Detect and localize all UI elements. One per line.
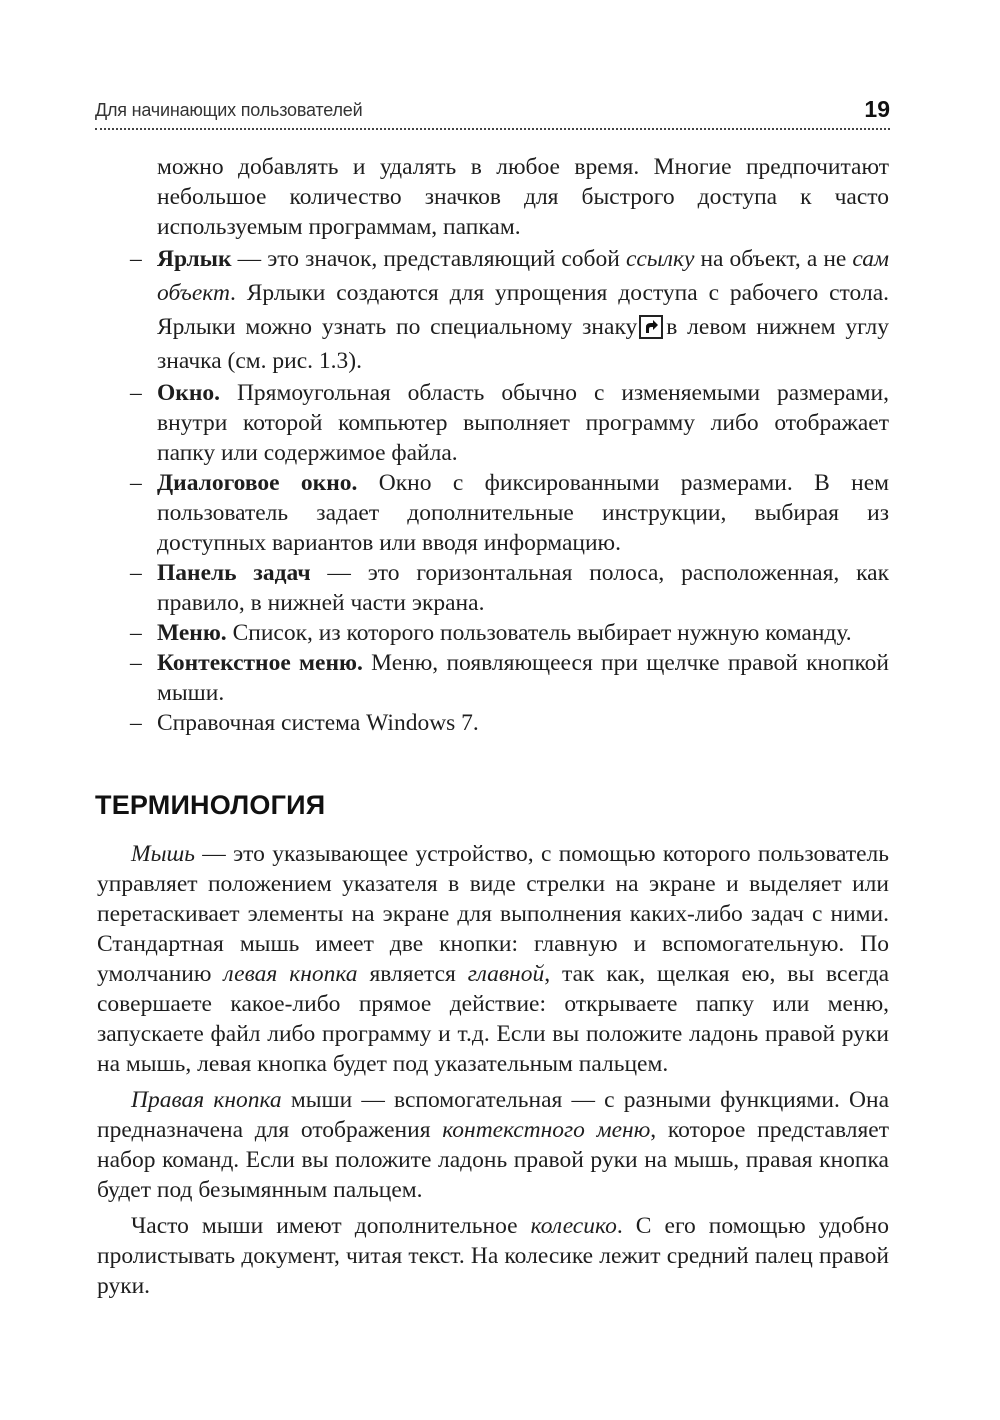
paragraph-text: , так как, щелкая ею, вы всегда совершаете какое-либо прямое действие: открываете папку или меню, запускаете файл либо программу и т.д. Если вы положите ладонь правой руки на мышь, левая кнопка будет под указательным пальцем. [97, 961, 889, 1077]
term-text: Справочная система Windows 7. [157, 710, 479, 736]
terms-list [130, 242, 889, 738]
term-text: . Ярлыки создаются для упрощения доступа с рабочего стола. Ярлыки можно узнать по специальному знаку [157, 280, 889, 340]
running-title: Для начинающих пользователей [95, 100, 363, 120]
list-dash: – [130, 650, 142, 676]
term-name: Меню. [157, 620, 227, 646]
paragraph-wheel [97, 1211, 889, 1301]
italic-term: Мышь [131, 841, 195, 867]
list-item-help [130, 708, 889, 738]
paragraph-mouse [97, 839, 889, 1079]
paragraph-text: , которое представляет набор команд. Если вы положите ладонь правой руки на мышь, правая кнопка будет под безымянным пальцем. [97, 1117, 889, 1203]
term-name: Контекстное меню. [157, 650, 363, 676]
term-text: Меню, появляющееся при щелчке правой кнопкой мыши. [157, 650, 890, 706]
list-dash: – [130, 246, 142, 272]
page-number: 19 [864, 96, 890, 122]
list-dash: – [130, 710, 142, 736]
list-item-taskbar [130, 558, 889, 618]
list-item-shortcut [130, 242, 889, 378]
term-text: Окно с фиксированными размерами. В нем пользователь задает дополнительные инструкции, выбирая из доступных вариантов или вводя информацию. [157, 470, 889, 556]
list-dash: – [130, 380, 142, 406]
list-dash: – [130, 560, 142, 586]
paragraph-text: . С его помощью удобно пролистывать документ, читая текст. На колесике лежит средний палец правой руки. [97, 1213, 889, 1299]
italic-term: Правая кнопка [131, 1087, 282, 1113]
term-text: Прямоугольная область обычно с изменяемыми размерами, внутри которой компьютер выполняет программу либо отображает папку или содержимое файла. [157, 380, 889, 466]
term-text: — это значок, представляющий собой [231, 246, 626, 272]
term-name: Диалоговое окно. [157, 470, 358, 496]
italic-term: левая кнопка [223, 961, 358, 987]
term-italic: ссылку [625, 246, 695, 272]
list-dash: – [130, 620, 142, 646]
term-text: на объект, а не [694, 246, 853, 272]
italic-term: колесико [530, 1213, 617, 1239]
term-text: — это горизонтальная полоса, расположенная, как правило, в нижней части экрана. [157, 560, 889, 616]
term-name: Окно. [157, 380, 220, 406]
list-item-window [130, 378, 889, 468]
term-name: Ярлык [157, 246, 232, 272]
paragraph-text: — это указывающее устройство, с помощью которого пользователь управляет положением указателя в виде стрелки на экране и выделяет или перетаскивает элементы на экране для выполнения каких-либо задач с ними. Стандартная мышь имеет две кнопки: главную и вспомогательную. По умолчанию [97, 841, 889, 987]
paragraph-text: Часто мыши имеют дополнительное [131, 1213, 531, 1239]
running-header [95, 98, 890, 130]
section-body [97, 839, 889, 1307]
list-item-context-menu [130, 648, 889, 708]
term-italic: сам объект [157, 246, 889, 306]
paragraph-text: является [357, 961, 468, 987]
list-item-menu [130, 618, 889, 648]
continuation-paragraph: можно добавлять и удалять в любое время. Многие предпочитают небольшое количество значков для быстрого доступа к часто используемым программам, папкам. [157, 154, 889, 240]
term-text: в левом нижнем углу значка (см. рис. 1.3). [157, 314, 889, 374]
paragraph-text: мыши — вспомогательная — с разными функциями. Она предназначена для отображения [97, 1087, 889, 1143]
list-dash: – [130, 470, 142, 496]
paragraph-right-button [97, 1085, 889, 1205]
shortcut-arrow-icon [639, 315, 663, 339]
italic-term: главной [467, 961, 545, 987]
term-name: Панель задач [157, 560, 311, 586]
section-heading: ТЕРМИНОЛОГИЯ [95, 790, 326, 820]
term-text: Список, из которого пользователь выбирает нужную команду. [226, 620, 852, 646]
list-item-dialog [130, 468, 889, 558]
italic-term: контекстного меню [442, 1117, 651, 1143]
